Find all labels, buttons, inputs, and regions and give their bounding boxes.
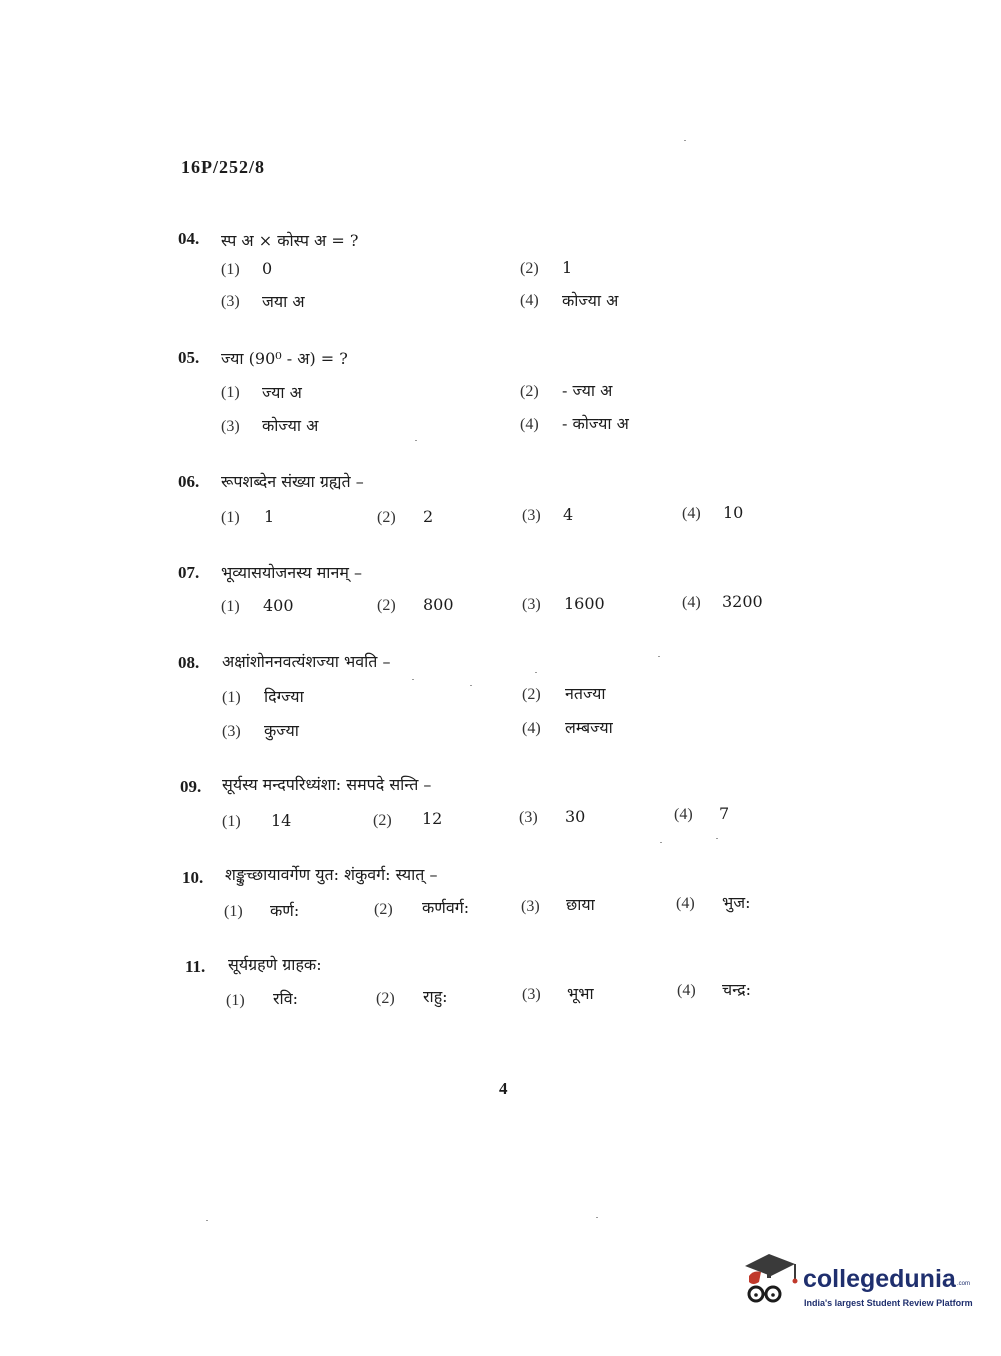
scan-speck [596, 1217, 598, 1218]
option-text: - ज्या अ [562, 381, 613, 400]
option-number: (3) [221, 293, 240, 310]
paper-code: 16P/252/8 [181, 157, 265, 177]
page-number: 4 [499, 1079, 508, 1098]
scan-speck [470, 685, 472, 686]
option-number: (1) [221, 384, 240, 401]
option-text: 0 [262, 259, 273, 278]
option-text: कुज्या [264, 721, 299, 740]
option-text: 1600 [564, 594, 605, 613]
option-number: (4) [674, 806, 693, 823]
option-number: (2) [376, 990, 395, 1007]
option-text: कर्ण: [270, 901, 300, 920]
question-number: 07. [178, 563, 200, 582]
option-number: (3) [521, 898, 540, 915]
option-number: (3) [522, 986, 541, 1003]
option-number: (4) [682, 505, 701, 522]
question-number: 04. [178, 229, 200, 248]
option-text: - कोज्या अ [562, 414, 629, 433]
option-text: 2 [423, 507, 434, 526]
option-text: 7 [719, 804, 730, 823]
option-number: (2) [377, 509, 396, 526]
question-number: 10. [182, 868, 204, 887]
question-text: शङ्कुच्छायावर्गेण युत: शंकुवर्ग: स्यात् – [225, 865, 438, 884]
option-number: (2) [374, 901, 393, 918]
question-text: अक्षांशोननवत्यंशज्या भवति – [222, 652, 391, 671]
option-text: लम्बज्या [565, 718, 613, 737]
option-text: 30 [565, 807, 586, 826]
option-number: (3) [522, 507, 541, 524]
question-number: 09. [180, 777, 202, 796]
option-text: दिग्ज्या [264, 687, 304, 706]
option-text: कोज्या अ [262, 416, 319, 435]
option-text: 14 [271, 811, 292, 830]
option-text: नतज्या [565, 684, 606, 703]
option-text: 1 [264, 507, 275, 526]
question-text: भूव्यासयोजनस्य मानम् – [221, 563, 362, 582]
question-text: रूपशब्देन संख्या ग्रह्यते – [221, 472, 364, 491]
option-text: 12 [422, 809, 443, 828]
option-number: (3) [222, 723, 241, 740]
brand-domain-suffix: .com [957, 1281, 971, 1287]
option-number: (3) [522, 596, 541, 613]
option-number: (1) [221, 509, 240, 526]
option-number: (3) [519, 809, 538, 826]
option-number: (1) [222, 689, 241, 706]
question-number: 05. [178, 348, 200, 367]
question-number: 08. [178, 653, 200, 672]
option-number: (4) [520, 292, 539, 309]
option-number: (2) [520, 383, 539, 400]
option-text: जया अ [262, 292, 305, 311]
option-number: (1) [226, 992, 245, 1009]
option-text: चन्द्र: [722, 980, 751, 999]
option-text: भूभा [567, 984, 594, 1003]
option-text: राहु: [423, 987, 448, 1006]
option-number: (1) [221, 261, 240, 278]
scan-speck [658, 656, 660, 657]
brand-name: collegedunia [803, 1265, 956, 1293]
option-text: 3200 [722, 592, 763, 611]
scan-speck [660, 842, 662, 843]
option-number: (4) [522, 720, 541, 737]
option-number: (4) [682, 594, 701, 611]
option-number: (2) [522, 686, 541, 703]
scan-speck [412, 679, 414, 680]
option-text: 10 [723, 503, 744, 522]
option-text: कोज्या अ [562, 291, 619, 310]
question-text: ज्या (90⁰ - अ) = ? [221, 349, 348, 368]
option-number: (1) [221, 598, 240, 615]
option-text: कर्णवर्ग: [422, 898, 470, 917]
option-text: भुज: [722, 893, 751, 912]
question-text: सूर्यस्य मन्दपरिध्यंशा: समपदे सन्ति – [222, 775, 432, 794]
scan-speck [415, 440, 417, 441]
brand-tagline: India's largest Student Review Platform [804, 1298, 973, 1308]
option-text: 1 [562, 258, 573, 277]
option-text: छाया [566, 895, 595, 914]
option-number: (4) [676, 895, 695, 912]
option-number: (1) [222, 813, 241, 830]
scan-speck [684, 140, 686, 141]
option-text: 400 [263, 596, 294, 615]
option-number: (2) [373, 812, 392, 829]
question-number: 11. [185, 957, 206, 976]
option-number: (4) [677, 982, 696, 999]
option-number: (1) [224, 903, 243, 920]
mascot-logo-icon [739, 1250, 801, 1308]
option-text: 800 [423, 595, 454, 614]
scan-speck [535, 672, 537, 673]
option-number: (4) [520, 416, 539, 433]
option-number: (2) [377, 597, 396, 614]
option-number: (3) [221, 418, 240, 435]
option-number: (2) [520, 260, 539, 277]
question-text: सूर्यग्रहणे ग्राहक: [228, 955, 322, 974]
question-number: 06. [178, 472, 200, 491]
scan-speck [716, 838, 718, 839]
option-text: ज्या अ [262, 383, 302, 402]
scan-speck [206, 1220, 208, 1221]
option-text: 4 [563, 505, 574, 524]
option-text: रवि: [273, 989, 298, 1008]
question-text: स्प अ × कोस्प अ = ? [221, 231, 359, 250]
